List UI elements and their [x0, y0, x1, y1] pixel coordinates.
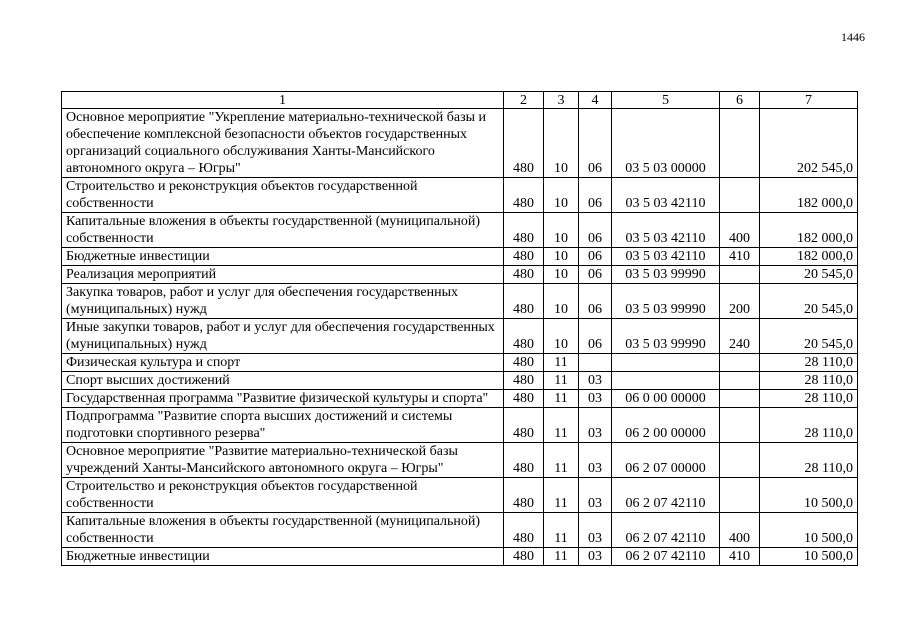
row-subsection-cell: 03: [579, 443, 612, 478]
row-section-cell: 11: [544, 354, 579, 372]
row-section-cell: 11: [544, 478, 579, 513]
row-section-cell: 10: [544, 178, 579, 213]
row-subsection-cell: 06: [579, 266, 612, 284]
row-code-ministry-cell: 480: [504, 319, 544, 354]
row-amount-cell: 20 545,0: [760, 319, 858, 354]
table-row: [62, 319, 858, 354]
row-expense-type-cell: [720, 478, 760, 513]
table-row: [62, 390, 858, 408]
row-target-article-cell: [612, 354, 720, 372]
table-row: [62, 408, 858, 443]
row-target-article-cell: 03 5 03 42110: [612, 178, 720, 213]
row-code-ministry-cell: 480: [504, 266, 544, 284]
row-code-ministry-cell: 480: [504, 443, 544, 478]
row-subsection-cell: 03: [579, 372, 612, 390]
table-row: [62, 354, 858, 372]
row-name-cell: Спорт высших достижений: [62, 372, 504, 390]
row-subsection-cell: [579, 354, 612, 372]
row-section-cell: 11: [544, 548, 579, 566]
header-cell: 5: [612, 92, 720, 109]
row-amount-cell: 182 000,0: [760, 248, 858, 266]
row-amount-cell: 28 110,0: [760, 354, 858, 372]
row-target-article-cell: 06 2 07 42110: [612, 548, 720, 566]
row-amount-cell: 182 000,0: [760, 213, 858, 248]
table-row: [62, 213, 858, 248]
row-section-cell: 11: [544, 443, 579, 478]
row-code-ministry-cell: 480: [504, 372, 544, 390]
row-subsection-cell: 03: [579, 548, 612, 566]
row-name-cell: Капитальные вложения в объекты государственной (муниципальной) собственности: [62, 213, 504, 248]
row-amount-cell: 20 545,0: [760, 266, 858, 284]
row-subsection-cell: 03: [579, 408, 612, 443]
row-amount-cell: 182 000,0: [760, 178, 858, 213]
row-name-cell: Бюджетные инвестиции: [62, 548, 504, 566]
row-code-ministry-cell: 480: [504, 178, 544, 213]
row-code-ministry-cell: 480: [504, 109, 544, 178]
row-name-cell: Иные закупки товаров, работ и услуг для обеспечения государственных (муниципальных) нужд: [62, 319, 504, 354]
row-name-cell: Физическая культура и спорт: [62, 354, 504, 372]
table-row: [62, 248, 858, 266]
row-expense-type-cell: [720, 266, 760, 284]
row-target-article-cell: 06 0 00 00000: [612, 390, 720, 408]
header-cell: 7: [760, 92, 858, 109]
header-cell: 6: [720, 92, 760, 109]
row-name-cell: Основное мероприятие "Укрепление материально-технической базы и обеспечение комплексной безопасности объектов государственных организаций социального обслуживания Ханты-Мансийского автономного округа – Югры": [62, 109, 504, 178]
row-name-cell: Капитальные вложения в объекты государственной (муниципальной) собственности: [62, 513, 504, 548]
row-section-cell: 11: [544, 513, 579, 548]
row-subsection-cell: 06: [579, 178, 612, 213]
table-row: [62, 513, 858, 548]
row-target-article-cell: [612, 372, 720, 390]
table-row: [62, 109, 858, 178]
row-code-ministry-cell: 480: [504, 284, 544, 319]
row-target-article-cell: 06 2 07 00000: [612, 443, 720, 478]
row-amount-cell: 28 110,0: [760, 443, 858, 478]
row-code-ministry-cell: 480: [504, 248, 544, 266]
row-code-ministry-cell: 480: [504, 548, 544, 566]
row-subsection-cell: 06: [579, 248, 612, 266]
row-section-cell: 10: [544, 266, 579, 284]
row-code-ministry-cell: 480: [504, 390, 544, 408]
row-name-cell: Закупка товаров, работ и услуг для обеспечения государственных (муниципальных) нужд: [62, 284, 504, 319]
row-subsection-cell: 06: [579, 284, 612, 319]
header-cell: 4: [579, 92, 612, 109]
row-code-ministry-cell: 480: [504, 478, 544, 513]
header-cell: 1: [62, 92, 504, 109]
table-row: [62, 548, 858, 566]
row-code-ministry-cell: 480: [504, 213, 544, 248]
row-code-ministry-cell: 480: [504, 354, 544, 372]
row-target-article-cell: 06 2 07 42110: [612, 513, 720, 548]
row-subsection-cell: 03: [579, 513, 612, 548]
row-name-cell: Бюджетные инвестиции: [62, 248, 504, 266]
row-section-cell: 11: [544, 390, 579, 408]
row-expense-type-cell: 200: [720, 284, 760, 319]
row-subsection-cell: 06: [579, 319, 612, 354]
row-subsection-cell: 03: [579, 390, 612, 408]
row-amount-cell: 10 500,0: [760, 513, 858, 548]
row-name-cell: Строительство и реконструкция объектов государственной собственности: [62, 478, 504, 513]
row-section-cell: 10: [544, 284, 579, 319]
row-expense-type-cell: 240: [720, 319, 760, 354]
row-subsection-cell: 03: [579, 478, 612, 513]
row-name-cell: Подпрограмма "Развитие спорта высших достижений и системы подготовки спортивного резерва": [62, 408, 504, 443]
row-expense-type-cell: [720, 178, 760, 213]
row-name-cell: Строительство и реконструкция объектов государственной собственности: [62, 178, 504, 213]
row-name-cell: Государственная программа "Развитие физической культуры и спорта": [62, 390, 504, 408]
row-section-cell: 10: [544, 248, 579, 266]
row-section-cell: 10: [544, 109, 579, 178]
row-section-cell: 10: [544, 319, 579, 354]
row-subsection-cell: 06: [579, 109, 612, 178]
row-code-ministry-cell: 480: [504, 513, 544, 548]
table-row: [62, 284, 858, 319]
row-section-cell: 11: [544, 372, 579, 390]
row-amount-cell: 202 545,0: [760, 109, 858, 178]
table-row: [62, 372, 858, 390]
row-expense-type-cell: [720, 408, 760, 443]
row-amount-cell: 28 110,0: [760, 408, 858, 443]
table-row: [62, 478, 858, 513]
header-cell: 2: [504, 92, 544, 109]
row-expense-type-cell: 410: [720, 248, 760, 266]
row-target-article-cell: 03 5 03 99990: [612, 266, 720, 284]
row-target-article-cell: 03 5 03 42110: [612, 248, 720, 266]
table-row: [62, 266, 858, 284]
row-expense-type-cell: [720, 443, 760, 478]
budget-table: [61, 91, 858, 566]
row-amount-cell: 10 500,0: [760, 548, 858, 566]
row-target-article-cell: 03 5 03 99990: [612, 319, 720, 354]
table-row: [62, 443, 858, 478]
row-section-cell: 11: [544, 408, 579, 443]
row-expense-type-cell: [720, 109, 760, 178]
row-expense-type-cell: 410: [720, 548, 760, 566]
row-amount-cell: 10 500,0: [760, 478, 858, 513]
row-name-cell: Реализация мероприятий: [62, 266, 504, 284]
page-number: 1446: [841, 30, 865, 44]
row-expense-type-cell: [720, 354, 760, 372]
row-expense-type-cell: 400: [720, 513, 760, 548]
header-cell: 3: [544, 92, 579, 109]
row-amount-cell: 28 110,0: [760, 372, 858, 390]
row-expense-type-cell: [720, 390, 760, 408]
row-target-article-cell: 03 5 03 99990: [612, 284, 720, 319]
row-section-cell: 10: [544, 213, 579, 248]
row-target-article-cell: 06 2 00 00000: [612, 408, 720, 443]
row-target-article-cell: 03 5 03 42110: [612, 213, 720, 248]
row-target-article-cell: 03 5 03 00000: [612, 109, 720, 178]
row-expense-type-cell: 400: [720, 213, 760, 248]
row-code-ministry-cell: 480: [504, 408, 544, 443]
row-subsection-cell: 06: [579, 213, 612, 248]
row-name-cell: Основное мероприятие "Развитие материально-технической базы учреждений Ханты-Мансийского автономного округа – Югры": [62, 443, 504, 478]
row-target-article-cell: 06 2 07 42110: [612, 478, 720, 513]
row-expense-type-cell: [720, 372, 760, 390]
table-row: [62, 178, 858, 213]
row-amount-cell: 20 545,0: [760, 284, 858, 319]
header-row: [62, 92, 858, 109]
row-amount-cell: 28 110,0: [760, 390, 858, 408]
